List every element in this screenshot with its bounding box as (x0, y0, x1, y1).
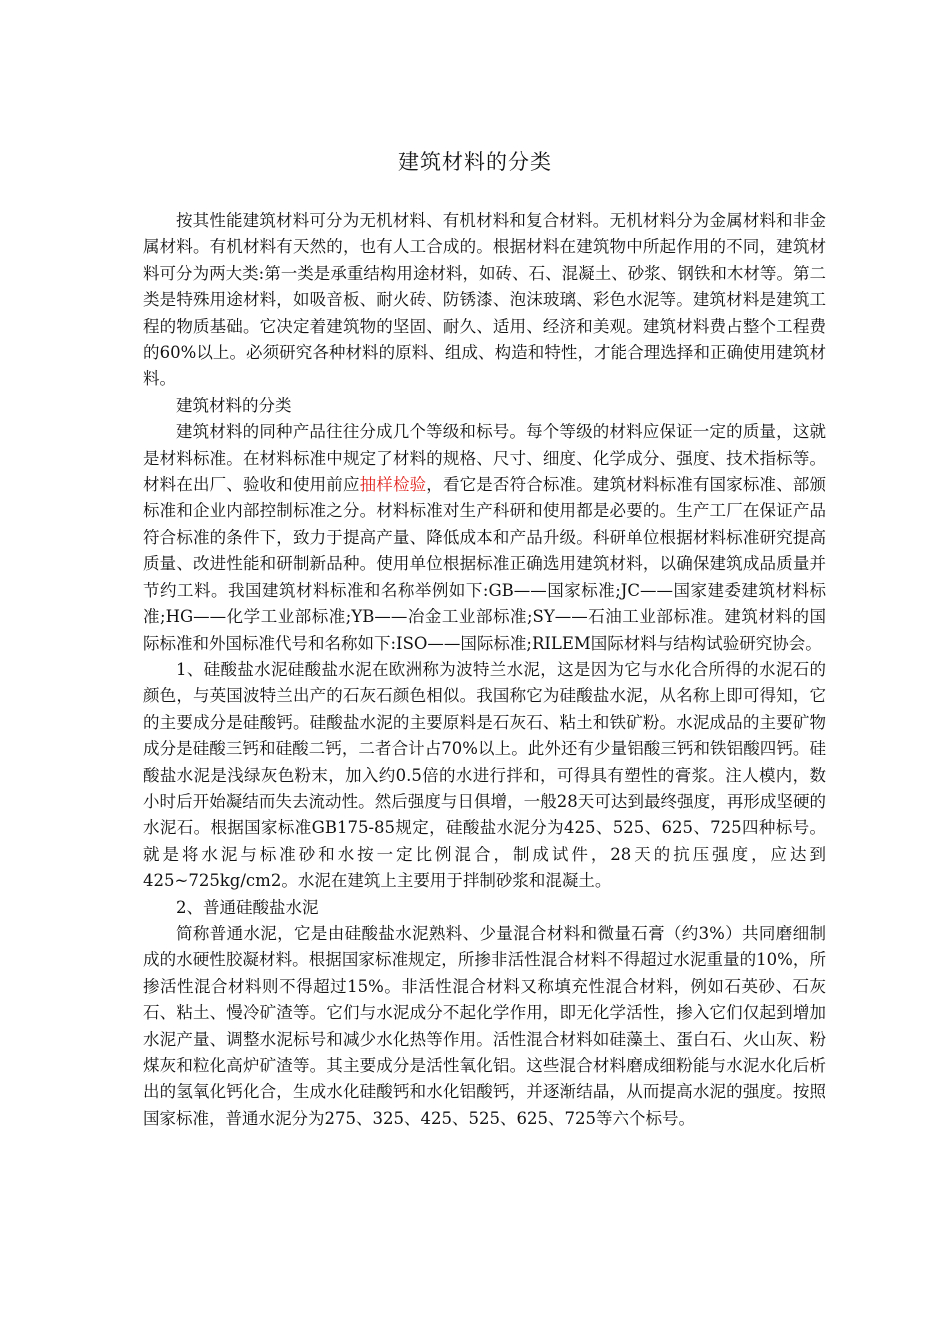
sampling-inspection-link[interactable]: 抽样检验 (359, 475, 427, 495)
paragraph-text: 建筑材料的同种产品往往分成几个等级和标号。每个等级的材料应保证一定的质量，这就是材料标准。在材料标准中规定了材料的规格、尺寸、细度、化学成分、强度、技术指标等。材料在出厂、验收和使用前应 (143, 422, 826, 495)
page-title: 建筑材料的分类 (398, 150, 552, 174)
paragraph-portland-cement: 1、硅酸盐水泥硅酸盐水泥在欧洲称为波特兰水泥，这是因为它与水化合所得的水泥石的颜色，与英国波特兰出产的石灰石颜色相似。我国称它为硅酸盐水泥，从名称上即可得知，它的主要成分是硅酸钙。硅酸盐水泥的主要原料是石灰石、粘土和铁矿粉。水泥成品的主要矿物成分是硅酸三钙和硅酸二钙，二者合计占70%以上。此外还有少量铝酸三钙和铁铝酸四钙。硅酸盐水泥是浅绿灰色粉末，加入约0.5倍的水进行拌和，可得具有塑性的膏浆。注人模内，数小时后开始凝结而失去流动性。然后强度与日俱增，一般28天可达到最终强度，再形成坚硬的水泥石。根据国家标准GB175-85规定，硅酸盐水泥分为425、525、625、725四种标号。就是将水泥与标准砂和水按一定比例混合，制成试件，28天的抗压强度，应达到425~725kg/cm2。水泥在建筑上主要用于拌制砂浆和混凝土。 (143, 659, 826, 891)
paragraph-ordinary-cement: 简称普通水泥，它是由硅酸盐水泥熟料、少量混合材料和微量石膏（约3%）共同磨细制成的水硬性胶凝材料。根据国家标准规定，所掺非活性混合材料不得超过水泥重量的10%，所掺活性混合材料则不得超过15%。非活性混合材料又称填充性混合材料，例如石英砂、石灰石、粘土、慢冷矿渣等。它们与水泥成分不起化学作用，即无化学活性，掺入它们仅起到增加水泥产量、调整水泥标号和减少水化热等作用。活性混合材料如硅藻土、蛋白石、火山灰、粉煤灰和粒化高炉矿渣等。其主要成分是活性氧化铝。这些混合材料磨成细粉能与水泥水化后析出的氢氧化钙化合，生成水化硅酸钙和水化铝酸钙，并逐渐结晶，从而提高水泥的强度。按照国家标准，普通水泥分为275、325、425、525、625、725等六个标号。 (143, 923, 826, 1128)
section-heading-ordinary-cement: 2、普通硅酸盐水泥 (176, 897, 319, 917)
document-body (143, 208, 826, 1132)
paragraph-intro: 按其性能建筑材料可分为无机材料、有机材料和复合材料。无机材料分为金属材料和非金属材料。有机材料有天然的，也有人工合成的。根据材料在建筑物中所起作用的不同，建筑材料可分为两大类:第一类是承重结构用途材料，如砖、石、混凝土、砂浆、钢铁和木材等。第二类是特殊用途材料，如吸音板、耐火砖、防锈漆、泡沫玻璃、彩色水泥等。建筑材料是建筑工程的物质基础。它决定着建筑物的坚固、耐久、适用、经济和美观。建筑材料费占整个工程费的60%以上。必须研究各种材料的原料、组成、构造和特性，才能合理选择和正确使用建筑材料。 (143, 211, 826, 389)
section-heading-classification: 建筑材料的分类 (176, 395, 292, 415)
paragraph-text: ，看它是否符合标准。建筑材料标准有国家标准、部颁标准和企业内部控制标准之分。材料标准对生产科研和使用都是必要的。生产工厂在保证产品符合标准的条件下，致力于提高产量、降低成本和产品升级。科研单位根据材料标准研究提高质量、改进性能和研制新品种。使用单位根据标准正确选用建筑材料，以确保建筑成品质量并节约工料。我国建筑材料标准和名称举例如下:GB——国家标准;JC——国家建委建筑材料标准;HG——化学工业部标准;YB——冶金工业部标准;SY——石油工业部标准。建筑材料的国际标准和外国标准代号和名称如下:ISO——国际标准;RILEM国际材料与结构试验研究协会。 (143, 475, 827, 653)
paragraph-material-standards (143, 419, 826, 657)
